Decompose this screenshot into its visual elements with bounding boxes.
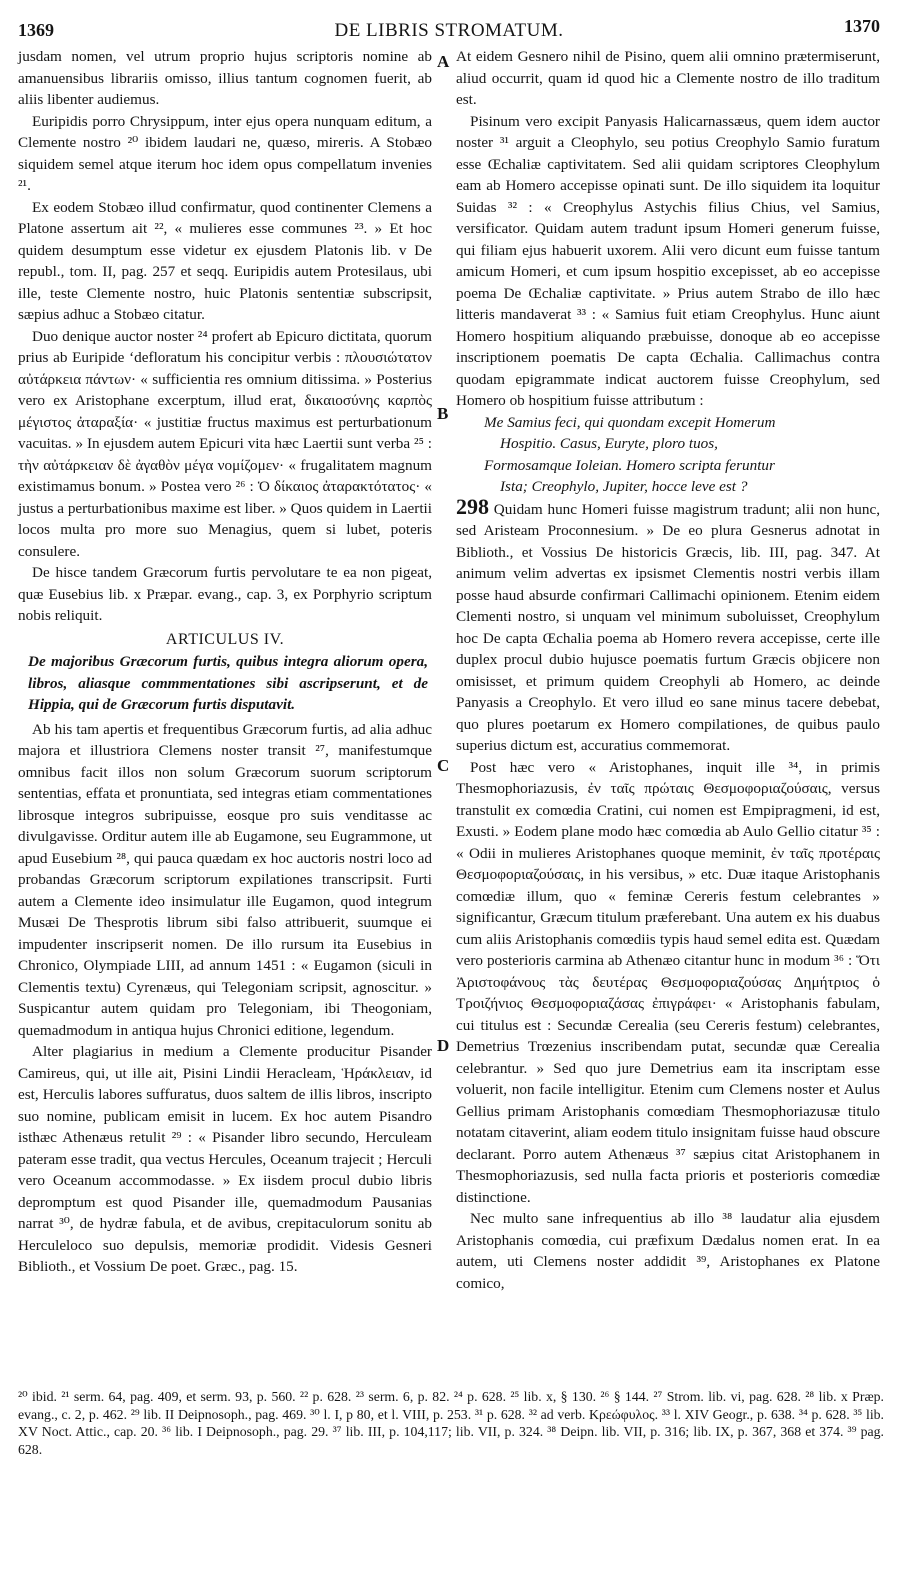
margin-letter-a: A: [437, 52, 450, 71]
page-number-right: 1370: [844, 16, 880, 36]
running-title: DE LIBRIS STROMATUM.: [334, 20, 564, 41]
section-number: 298: [456, 493, 489, 519]
footnote-text: ²⁰ ibid. ²¹ serm. 64, pag. 409, et serm. 93, p. 560. ²² p. 628. ²³ serm. 6, p. 82. ²⁴ p. 628. ²⁵ lib. x, § 130. ²⁶ § 144. ²⁷ Strom. lib. vi, pag. 628. ²⁸ lib. x Præp. evang., c. 2, p. 462. ²⁹ lib. II Deipnosoph., pag. 469. ³⁰ l. I, p 80, et l. VIII, p. 253. ³¹ p. 628. ³² ad verb. Κρεώφυλος. ³³ l. XIV Geogr., p. 638. ³⁴ p. 628. ³⁵ lib. XV Noct. Attic., cap. 20. ³⁶ lib. I Deipnosoph., pag. 29. ³⁷ lib. III, p. 104,117; lib. VII, p. 324. ³⁸ Deipn. lib. VII, p. 316; lib. IX, p. 367, 368 et 374. ³⁹ pag. 628.: [18, 1389, 884, 1457]
verse-line: Me Samius feci, qui quondam excepit Homerum: [484, 413, 776, 431]
paragraph: De hisce tandem Græcorum furtis pervolutare te ea non pigeat, quæ Eusebius lib. x Præpar. evang., cap. 3, ex Porphyrio scriptum nobis reliquit.: [18, 564, 432, 624]
paragraph: At eidem Gesnero nihil de Pisino, quem alii omnino prætermiserunt, aliud occurrit, quam id quod hic a Clemente nostro de illo traditum est.: [456, 48, 880, 108]
paragraph-with-section-number: [456, 493, 880, 757]
verse-line: Formosamque Ioleian. Homero scripta feruntur: [484, 456, 775, 474]
footnotes: [18, 1388, 884, 1458]
paragraph: Nec multo sane infrequentius ab illo ³⁸ laudatur alia ejusdem Aristophanis comœdia, cui præfixum Dædalus nomen erat. In ea autem, uti Clemens noster addidit ³⁹, Aristophanes ex Platone comico,: [456, 1210, 880, 1292]
verse-line: Hospitio. Casus, Euryte, ploro tuos,: [500, 435, 718, 452]
paragraph: Post hæc vero « Aristophanes, inquit ille ³⁴, in primis Thesmophoriazusis, ἐν ταῖς πρώταις Θεσμοφοριαζούσαις, versus transtulit ex comœdia Cratini, cui nomen est Empipragmeni, id est, Exusti. » Eodem plane modo hæc comœdia ab Aulo Gellio citatur ³⁵ : « Odii in mulieres Aristophanes quoque meminit, ἐν ταῖς προτέραις Θεσμοφοριαζούσαις, in his versibus, » etc. Duæ itaque Aristophanis comœdiæ illum, quo « feminæ Cereris festum celebrantes » significantur, Græcum titulum præferebant. Una autem ex his duabus cum aliis Aristophanis comœdiis typis haud semel edita est. Quædam vero posterioris carmina ab Athenæo citantur hunc in modum ³⁶ : Ὅτι Ἀριστοφάνους τὰς δευτέρας Θεσμοφοριαζούσας Δημήτριος ὁ Τροιζήνιος Θεσμοφοριαζάσας ἐπιγράφει· « Aristophanis fabulam, cui titulus est : Secundæ Cerealia (seu Cereris festum) celebrantes, Demetrius Trœzenius inscribendam putat, secundæ quæ Cerealia celebrantur. » Sed quo jure Demetrius eam ita inscriptam esse voluerit, non facile intelligitur. Etenim cum Clemens noster et Aulus Gellius primam Aristophanis comœdiam Thesmophoriazusæ titulo notatam citaverint, aliam eodem titulo insignitam fuisse haud obscure declarant. Porro autem Athenæus ³⁷ sæpius citat Aristophanem in Thesmophoriazusis, sed nulla facta prioris et posterioris comœdiæ distinctione.: [456, 758, 880, 1206]
article-heading: ARTICULUS IV.: [165, 630, 285, 648]
paragraph: Alter plagiarius in medium a Clemente producitur Pisander Camireus, qui, ut ille ait, Pisini Lindii Heracleam, Ἡράκλειαν, id est, Herculis labores suffuratus, duos saltem de illis libros, inscripto suo nomine, publicam emisit in lucem. Ex hoc autem Pisandro isthæc Athenæus retulit ²⁹ : « Pisander libro secundo, Herculeam pateram esse tradit, qua vectus Hercules, Oceanum trajecit ; Herculi vero Oceanum accommodasse. » Ex iisdem procul dubio libris depromptum est quod Pisander ille, quemadmodum Pausanias narrat ³⁰, de hydræ fabula, et de avibus, crepitaculorum sonitu ab Herculeloco suo depulsis, memoriæ prodidit. Videsis Gesneri Biblioth., et Vossium De poet. Græc., pag. 15.: [18, 1043, 432, 1275]
margin-letter-c: C: [437, 756, 450, 775]
margin-letter-d: D: [437, 1036, 450, 1055]
page-header: [18, 8, 880, 44]
page-number-left: 1369: [18, 20, 54, 40]
paragraph: Duo denique auctor noster ²⁴ profert ab Epicuro dictitata, quorum prius ab Euripide ‘defloratum his concipitur verbis : πλουσιώτατον αὐτάρκεια πάντων· « sufficientia res omnium ditissima. » Posterius vero ex Aristophane excerptum, illud erat, δικαιοσύνης καρπὸς μέγιστος ἀταραξία· « justitiæ fructus maximus est perturbationum vacuitas. » In ejusdem autem Epicuri vita hæc Laertii sunt verba ²⁵ : τὴν αὐτάρκειαν δὲ ἀγαθὸν μέγα νομίζομεν· « frugalitatem magnum existimamus bonum. » Postea vero ²⁶ : Ὁ δίκαιος ἀταρακτότατος· « justus a perturbationibus maxime est liber. » Quos quidem in Laertii locos multa pro more suo Menagius, quem si lubet, poteris consulere.: [18, 327, 432, 560]
left-column: [18, 46, 432, 1278]
verse-line: Ista; Creophylo, Jupiter, hocce leve est ?: [500, 478, 748, 495]
right-column: [456, 46, 880, 1294]
margin-letter-b: B: [437, 404, 449, 423]
paragraph: Pisinum vero excipit Panyasis Halicarnassæus, quem idem auctor noster ³¹ arguit a Cleophylo, seu potius Creophylo Samio furatum esse Œchaliæ captivitatem. Sed alii quidam scriptores Cleophylum eam ab Homero accepisse opinati sunt. De illo siquidem ita loquitur Suidas ³² : « Creophylus Astychis filius Chius, vel Samius, versificator. Quidam autem tradunt ipsum Homeri generum fuisse, qui filiam ejus habuerit uxorem. Alii vero dicunt eum fuisse tantum amicum Homeri, et cum ipsum hospitio excepisset, ab eo accepisse poema De Œchaliæ captivitate. » Prius autem Strabo de illo hæc litteris mandaverat ³³ : « Samius fuit etiam Creophylus. Hunc aiunt Homero hospitium aliquando præbuisse, donoque ab eo accepisse inscriptionem poematis De capta Œchalia. Callimachus contra quodam epigrammate indicat auctorem fuisse Creophylum, sed Homero ob hospitium fuisse attributum :: [456, 112, 880, 409]
paragraph: Euripidis porro Chrysippum, inter ejus opera nunquam editum, a Clemente nostro ²⁰ ibidem laudari ne, quæso, mireris. A Stobæo siquidem semel atque iterum hoc idem opus compellatum invenies ²¹.: [18, 112, 432, 194]
paragraph: Ex eodem Stobæo illud confirmatur, quod continenter Clemens a Platone assertum ait ²², « mulieres esse communes ²³. » Et hoc quidem desumptum esse videtur ex ejusdem Platonis lib. v De republ., tom. II, pag. 257 et seqq. Euripidis autem Protesilaus, ubi ille, teste Clemente nostro, huic Platonis sententiæ subscripsit, sæpius adhuc a Stobæo citatur.: [18, 198, 432, 323]
paragraph: jusdam nomen, vel utrum proprio hujus scriptoris nomine ab amanuensibus librariis omisso, illius tantum cognomen fuerit, ab aliis libenter audiemus.: [18, 48, 432, 108]
paragraph-text: Quidam hunc Homeri fuisse magistrum tradunt; alii non hunc, sed Aristeam Proconnesium. » De eo plura Gesnerus adnotat in Biblioth., et Vossius De historicis Græcis, lib. III, pag. 347. At animum velim advertas ex ipsismet Clementis nostri verbis illam posse haud absurde confirmari Callimachi opinionem. Etenim eidem Clementi nostro, si unquam vel minimum suboluisset, Creophylum hoc De capta Œchalia poema ab Homero revera accepisse, certe ille duplex procul dubio hujusce poematis furtum Græcis objicere non omisisset, et primum quidem Creophyli ab Homero, ac deinde Panyasis a Creophylo. Et vero illud eo sane minus tacere debebat, quo plures poetarum ex Homero compilationes, de quibus paulo superius dictum est, accuratius commemorat.: [456, 500, 880, 754]
article-summary: De majoribus Græcorum furtis, quibus integra aliorum opera, libros, aliasque commmentationes sibi ascripserunt, et de Hippia, qui de Græcorum furtis disputavit.: [28, 653, 428, 713]
paragraph: Ab his tam apertis et frequentibus Græcorum furtis, ad alia adhuc majora et illustriora Clemens noster transit ²⁷, manifestumque omnibus facit illos non solum Græcorum suorum scriptorum sententias, effata et pronuntiata, sed integras etiam commentationes librosque integros subripuisse, eosque pro suis venditasse ac divulgavisse. Orditur autem ille ab Eugamone, seu Eugrammone, ut apud Eusebium ²⁸, qui pauca quædam ex hoc auctoris nostri loco ad probandas Græcorum scriptorum expilationes transcripsit. Furti autem a Clemente ideo insimulatur ille Eugamon, quod integrum Musæi De Thesprotis librum sibi falso attribuerit, suumque ei impudenter inscripserit nomen. De illo rursum ita Eusebius in Chronico, Olympiade LIII, ad annum 1451 : « Eugamon (siculi in Clementis textu) Cyrenæus, qui Telegoniam scripsit, agnoscitur. » Suspicantur autem quidam pro Telegoniam, ibi Theogoniam, quemadmodum in antiqua hujus Chronici editione, legendum.: [18, 720, 432, 1039]
